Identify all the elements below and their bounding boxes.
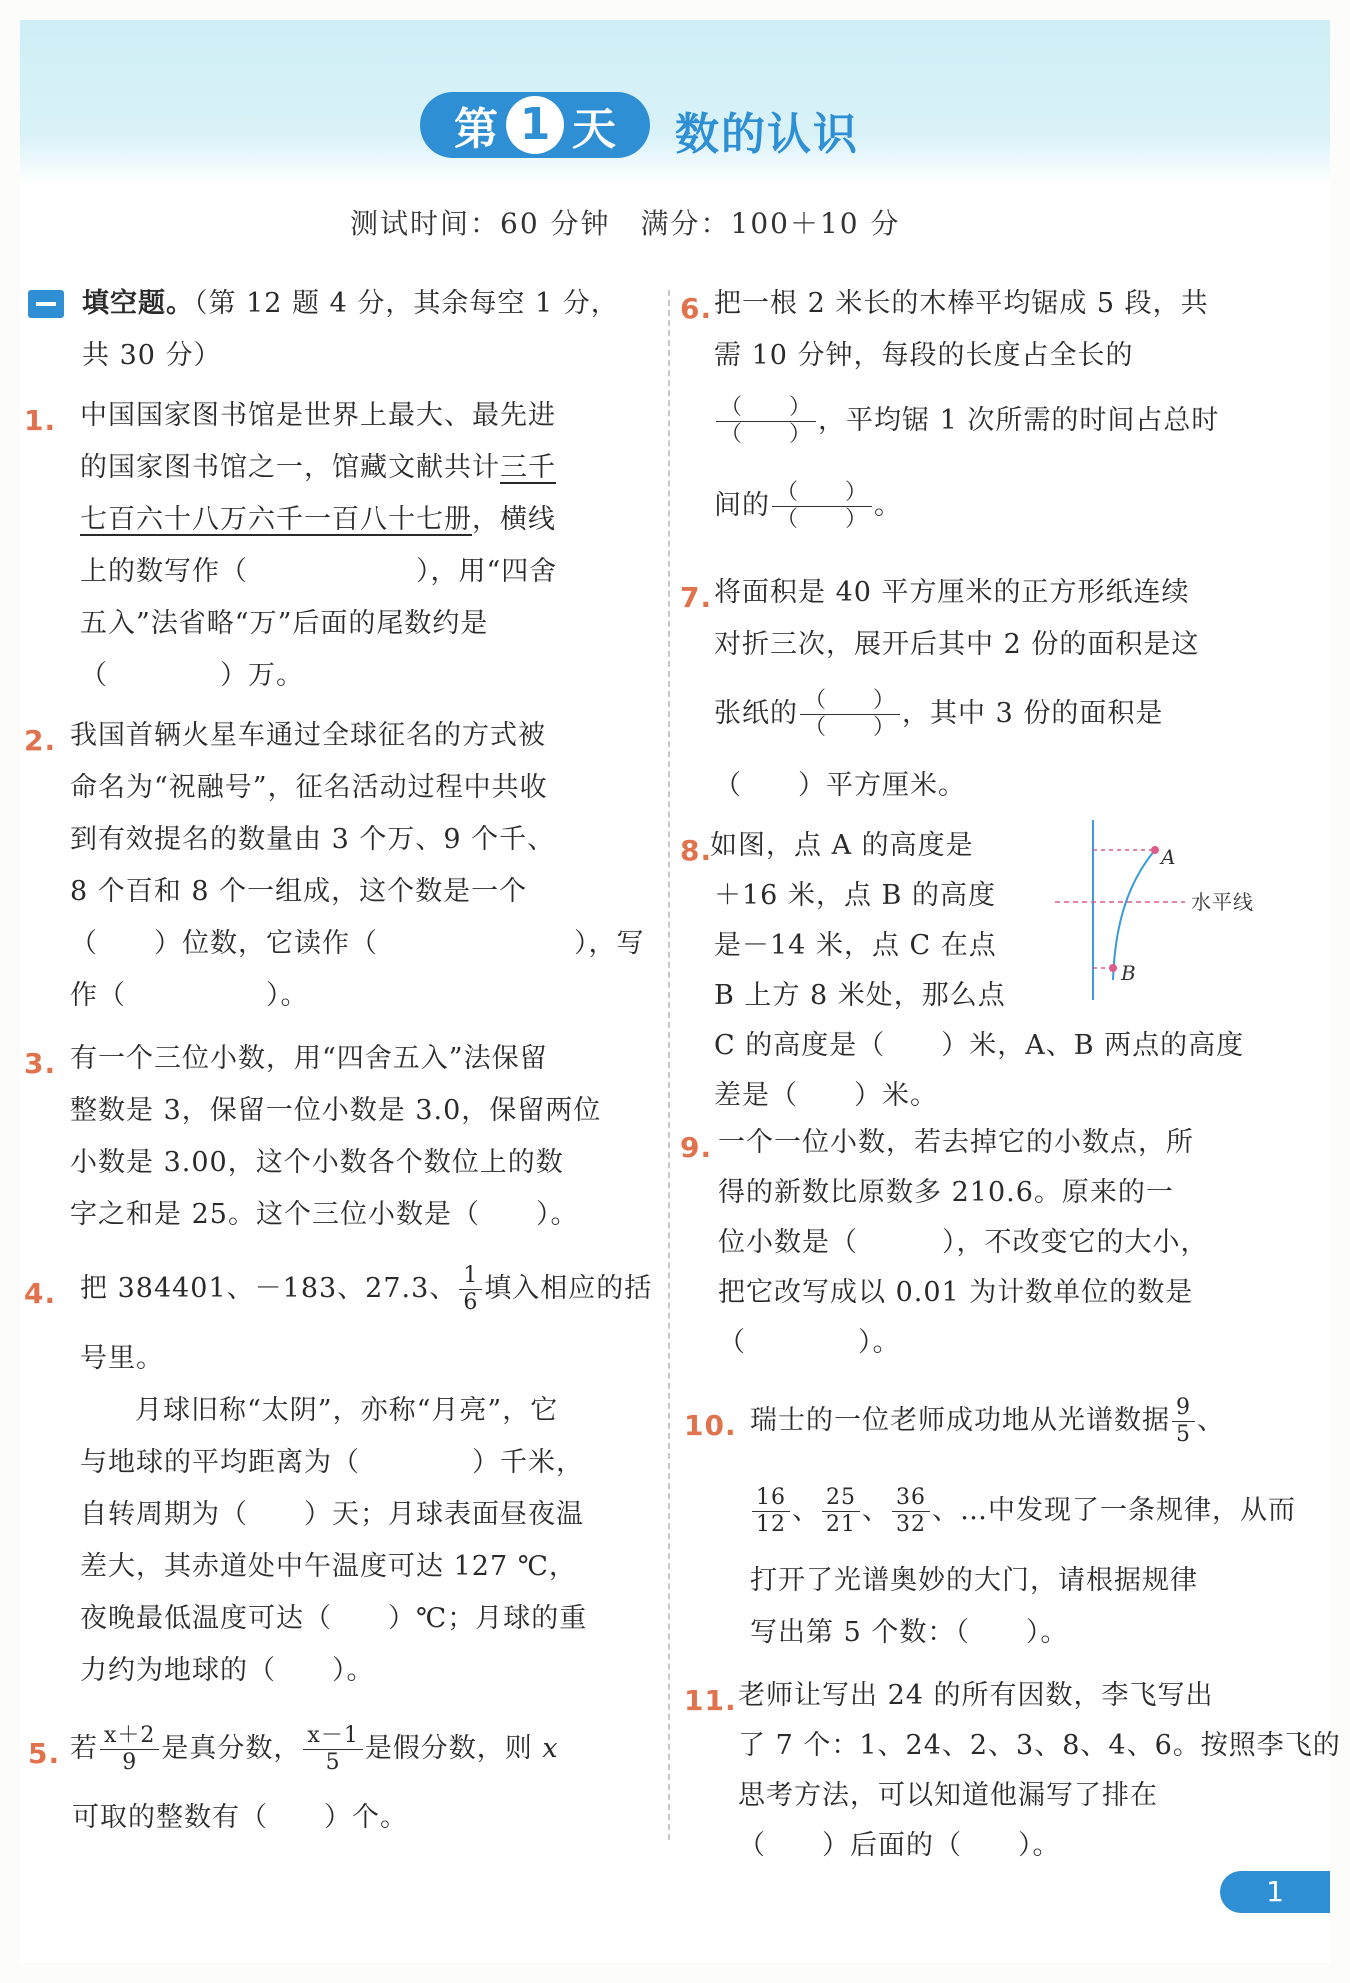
q1-underlined: 七百六十八万六千一百八十七册 xyxy=(80,504,472,535)
frac-denominator: 12 xyxy=(756,1512,786,1537)
blank-denominator: （ ） xyxy=(804,715,897,740)
q2-line: 到有效提名的数量由 3 个万、9 个千、 xyxy=(70,824,556,855)
q9-line: 位小数是（ ），不改变它的大小， xyxy=(718,1227,1209,1258)
variable-x: x xyxy=(542,1733,559,1764)
blank-fraction[interactable] xyxy=(772,480,872,533)
q5-number: 5. xyxy=(28,1737,61,1770)
blank-denominator: （ ） xyxy=(720,422,813,447)
q3-line: 小数是 3.00，这个小数各个数位上的数 xyxy=(70,1147,564,1178)
q11-line: 老师让写出 24 的所有因数，李飞写出 xyxy=(738,1680,1214,1711)
q5-line: 是假分数，则 xyxy=(364,1733,533,1764)
q2-line: 我国首辆火星车通过全球征名的方式被 xyxy=(70,720,546,751)
fraction-one-sixth xyxy=(459,1263,482,1316)
q10-line: 写出第 5 个数：（ ）。 xyxy=(750,1617,1069,1648)
q4-line: 号里。 xyxy=(80,1343,164,1374)
blank-fraction[interactable] xyxy=(800,688,900,741)
q9-line: 一个一位小数，若去掉它的小数点，所 xyxy=(718,1127,1194,1158)
q9-line: 把它改写成以 0.01 为计数单位的数是 xyxy=(718,1277,1194,1308)
blank-numerator: （ ） xyxy=(800,688,900,715)
q11-line: 了 7 个：1、24、2、3、8、4、6。按照李飞的 xyxy=(738,1730,1341,1761)
section-one-icon xyxy=(28,290,64,318)
q6-line: 把一根 2 米长的木棒平均锯成 5 段，共 xyxy=(714,288,1209,319)
q6-end: 。 xyxy=(874,490,903,521)
q2-line: 命名为“祝融号”，征名活动过程中共收 xyxy=(70,772,548,803)
q7-line: 对折三次，展开后其中 2 份的面积是这 xyxy=(714,629,1200,660)
separator: 、 xyxy=(862,1495,890,1526)
q11-line: （ ）后面的（ ）。 xyxy=(738,1830,1061,1861)
point-a xyxy=(1151,846,1159,854)
point-b xyxy=(1109,964,1117,972)
section-note: （第 12 题 4 分，其余每空 1 分， xyxy=(194,288,619,319)
q1-line: 五入”法省略“万”后面的尾数约是 xyxy=(80,608,489,639)
blank-numerator: （ ） xyxy=(716,395,816,422)
q8-line: B 上方 8 米处，那么点 xyxy=(714,980,1006,1011)
q4-line: 夜晚最低温度可达（ ）℃；月球的重 xyxy=(80,1603,588,1634)
q4-line: 自转周期为（ ）天；月球表面昼夜温 xyxy=(80,1499,584,1530)
label-horizontal: 水平线 xyxy=(1191,890,1254,914)
q9-line: 得的新数比原数多 210.6。原来的一 xyxy=(718,1177,1174,1208)
q1-line: ，横线 xyxy=(472,504,556,535)
q3-line: 整数是 3，保留一位小数是 3.0，保留两位 xyxy=(70,1095,602,1126)
page-title: 数的认识 xyxy=(675,109,859,160)
q2-line: 8 个百和 8 个一组成，这个数是一个 xyxy=(70,876,528,907)
test-meta: 测试时间：60 分钟 满分：100＋10 分 xyxy=(350,207,901,240)
q1-line: （ ）万。 xyxy=(80,660,304,691)
fraction-x-plus-2 xyxy=(100,1723,159,1776)
frac-denominator: 6 xyxy=(463,1290,479,1315)
frac-denominator: 32 xyxy=(896,1512,926,1537)
frac-numerator: x－1 xyxy=(303,1723,362,1750)
q3-line: 字之和是 25。这个三位小数是（ ）。 xyxy=(70,1199,579,1230)
q10-line: 打开了光谱奥妙的大门，请根据规律 xyxy=(750,1565,1198,1596)
q6-line: ，平均锯 1 次所需的时间占总时 xyxy=(818,405,1220,436)
height-diagram xyxy=(1055,810,1325,1010)
label-a: A xyxy=(1161,845,1177,869)
q4-line: 与地球的平均距离为（ ）千米， xyxy=(80,1447,584,1478)
page xyxy=(20,20,1341,1963)
q5-line: 若 xyxy=(70,1733,98,1764)
frac-numerator: 9 xyxy=(1172,1395,1195,1422)
q7-line: 张纸的 xyxy=(714,698,798,729)
page-number: 1 xyxy=(1220,1871,1330,1913)
blank-fraction[interactable] xyxy=(716,395,816,448)
q3-line: 有一个三位小数，用“四舍五入”法保留 xyxy=(70,1043,548,1074)
q7-number: 7. xyxy=(680,581,713,614)
q1-line: 的国家图书馆之一，馆藏文献共计 xyxy=(80,452,500,483)
frac-numerator: 36 xyxy=(892,1485,930,1512)
fraction-9-5 xyxy=(1172,1395,1195,1448)
q2-line: 作（ ）。 xyxy=(70,980,309,1011)
q9-line: （ ）。 xyxy=(718,1327,901,1358)
fraction-36-32 xyxy=(892,1485,930,1538)
column-divider xyxy=(668,290,670,1840)
blank-numerator: （ ） xyxy=(772,480,872,507)
q8-line: C 的高度是（ ）米，A、B 两点的高度 xyxy=(714,1030,1245,1061)
q8-line: 差是（ ）米。 xyxy=(714,1080,938,1111)
q1-number: 1. xyxy=(24,404,57,437)
frac-denominator: 5 xyxy=(1176,1422,1191,1447)
q2-number: 2. xyxy=(24,724,57,757)
q6-line: 间的 xyxy=(714,490,770,521)
q10-line: 瑞士的一位老师成功地从光谱数据 xyxy=(750,1405,1170,1436)
q4-line: 力约为地球的（ ）。 xyxy=(80,1655,375,1686)
frac-numerator: 1 xyxy=(459,1263,482,1290)
fraction-x-minus-1 xyxy=(303,1723,362,1776)
day-suffix: 天 xyxy=(572,104,616,155)
q1-line: 上的数写作（ ），用“四舍 xyxy=(80,556,558,587)
q6-line: 需 10 分钟，每段的长度占全长的 xyxy=(714,340,1134,371)
q7-line: 将面积是 40 平方厘米的正方形纸连续 xyxy=(714,577,1190,608)
separator: 、 xyxy=(792,1495,820,1526)
q1-line: 中国国家图书馆是世界上最大、最先进 xyxy=(80,400,556,431)
q5-line: 是真分数， xyxy=(161,1733,302,1764)
frac-numerator: x＋2 xyxy=(100,1723,159,1750)
q9-number: 9. xyxy=(680,1131,713,1164)
q8-line: 是－14 米，点 C 在点 xyxy=(714,930,997,961)
frac-numerator: 25 xyxy=(822,1485,860,1512)
blank-denominator: （ ） xyxy=(776,507,869,532)
q10-number: 10. xyxy=(684,1409,737,1442)
frac-numerator: 16 xyxy=(752,1485,790,1512)
q4-line: 月球旧称“太阴”，亦称“月亮”，它 xyxy=(135,1395,559,1426)
q8-line: 如图，点 A 的高度是 xyxy=(710,830,974,861)
q8-line: ＋16 米，点 B 的高度 xyxy=(714,880,996,911)
separator: 、 xyxy=(1197,1405,1225,1436)
q10-line: 、…中发现了一条规律，从而 xyxy=(932,1495,1296,1526)
q3-number: 3. xyxy=(24,1047,57,1080)
q11-number: 11. xyxy=(684,1684,737,1717)
q2-line: （ ）位数，它读作（ ），写 xyxy=(70,928,645,959)
q4-number: 4. xyxy=(24,1277,57,1310)
label-b: B xyxy=(1121,961,1137,985)
q1-underlined: 三千 xyxy=(500,452,556,483)
q6-number: 6. xyxy=(680,292,713,325)
day-prefix: 第 xyxy=(454,104,498,155)
q4-line: 填入相应的括 xyxy=(484,1273,653,1304)
section-title: 填空题。 xyxy=(82,288,194,319)
q7-line: ，其中 3 份的面积是 xyxy=(902,698,1164,729)
q8-number: 8. xyxy=(680,834,713,867)
frac-denominator: 9 xyxy=(122,1750,138,1775)
q7-line: （ ）平方厘米。 xyxy=(714,770,966,801)
q4-line: 差大，其赤道处中午温度可达 127 ℃， xyxy=(80,1551,577,1582)
frac-denominator: 5 xyxy=(325,1750,341,1775)
fraction-16-12 xyxy=(752,1485,790,1538)
fraction-25-21 xyxy=(822,1485,860,1538)
right-column xyxy=(680,20,1341,1963)
left-column xyxy=(20,20,660,1963)
q11-line: 思考方法，可以知道他漏写了排在 xyxy=(738,1780,1158,1811)
frac-denominator: 21 xyxy=(826,1512,856,1537)
section-note-2: 共 30 分） xyxy=(82,340,222,371)
q4-line: 把 384401、－183、27.3、 xyxy=(80,1273,458,1304)
q5-line: 可取的整数有（ ）个。 xyxy=(72,1802,408,1833)
day-number: 1 xyxy=(506,96,564,154)
